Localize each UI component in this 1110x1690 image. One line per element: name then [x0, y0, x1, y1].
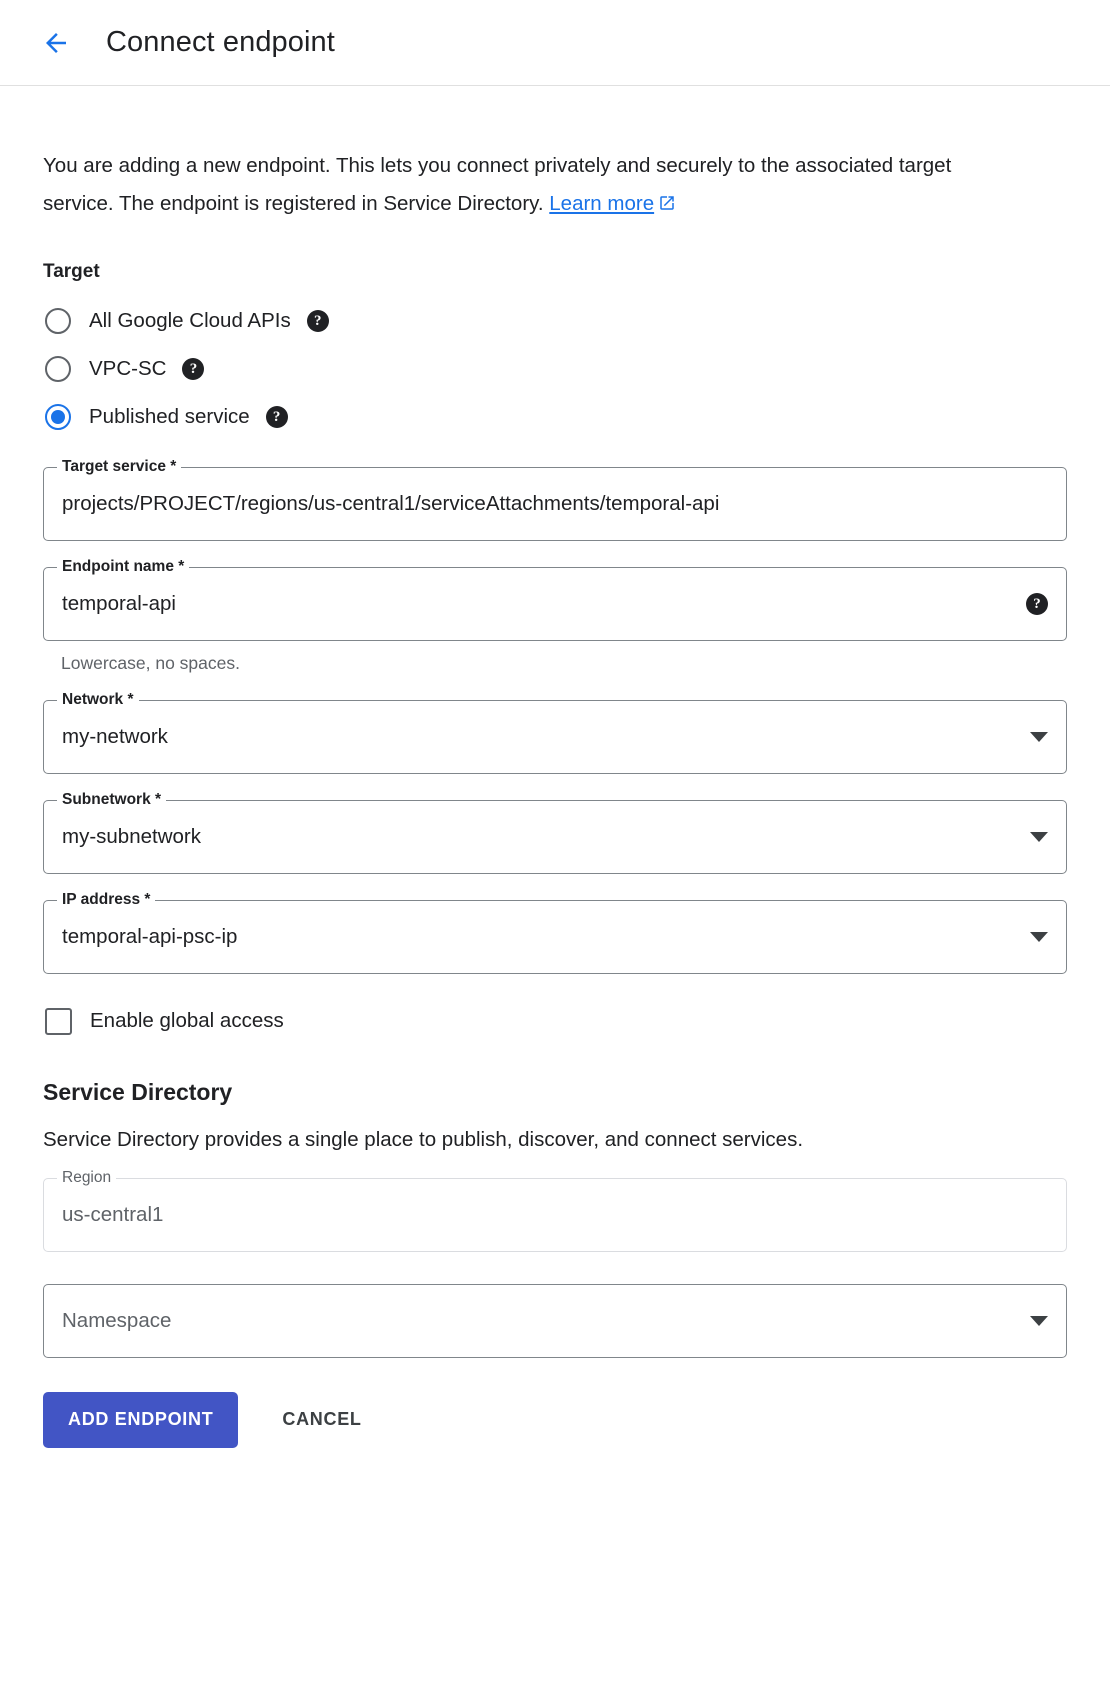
region-value: us-central1: [62, 1202, 164, 1226]
chevron-down-icon-ip-address[interactable]: [1030, 932, 1048, 942]
radio-label-published-service: Published service: [89, 404, 250, 428]
ip-address-value: temporal-api-psc-ip: [62, 924, 238, 948]
help-icon-endpoint-name[interactable]: ?: [1026, 593, 1048, 615]
endpoint-name-legend: Endpoint name *: [57, 558, 189, 576]
service-directory-title: Service Directory: [43, 1078, 233, 1105]
target-section-label: Target: [43, 260, 100, 282]
enable-global-access-row[interactable]: [43, 1008, 1067, 1035]
add-endpoint-button[interactable]: ADD ENDPOINT: [43, 1392, 238, 1448]
chevron-down-icon-network[interactable]: [1030, 732, 1048, 742]
radio-all-google-cloud-apis[interactable]: [45, 308, 71, 334]
radio-vpc-sc[interactable]: [45, 356, 71, 382]
cancel-button[interactable]: CANCEL: [260, 1392, 383, 1448]
dialog-actions: [43, 1392, 1067, 1488]
back-arrow-icon[interactable]: [36, 23, 76, 63]
radio-published-service[interactable]: [45, 404, 71, 430]
dialog-header: [0, 0, 1110, 86]
service-directory-description: Service Directory provides a single place to publish, discover, and connect services.: [43, 1127, 804, 1151]
subnetwork-legend: Subnetwork *: [57, 791, 166, 809]
network-value: my-network: [62, 724, 168, 748]
help-icon-published-service[interactable]: ?: [266, 406, 288, 428]
help-icon-all-google-cloud-apis[interactable]: ?: [307, 310, 329, 332]
chevron-down-icon-namespace[interactable]: [1030, 1316, 1048, 1326]
network-select[interactable]: [43, 690, 1067, 774]
subnetwork-select[interactable]: [43, 790, 1067, 874]
page-title: Connect endpoint: [106, 26, 335, 58]
enable-global-access-checkbox[interactable]: [45, 1008, 72, 1035]
subnetwork-value: my-subnetwork: [62, 824, 201, 848]
intro-text: [43, 147, 983, 225]
enable-global-access-label: Enable global access: [90, 1009, 284, 1033]
namespace-value: Namespace: [62, 1308, 172, 1332]
endpoint-name-field[interactable]: [43, 557, 1067, 641]
chevron-down-icon-subnetwork[interactable]: [1030, 832, 1048, 842]
external-link-icon: [658, 187, 676, 225]
target-service-legend: Target service *: [57, 458, 181, 476]
namespace-select[interactable]: [43, 1284, 1067, 1358]
help-icon-vpc-sc[interactable]: ?: [182, 358, 204, 380]
radio-label-all-google-cloud-apis: All Google Cloud APIs: [89, 308, 291, 332]
radio-option-published-service[interactable]: [43, 393, 1067, 441]
endpoint-name-input[interactable]: temporal-api: [62, 591, 176, 615]
region-field: [43, 1168, 1067, 1252]
target-service-input[interactable]: projects/PROJECT/regions/us-central1/serviceAttachments/temporal-api: [62, 491, 720, 515]
radio-option-vpc-sc[interactable]: [43, 345, 1067, 393]
network-legend: Network *: [57, 691, 139, 709]
region-legend: Region: [57, 1169, 116, 1187]
dialog-body: [0, 86, 1110, 1488]
target-service-field[interactable]: [43, 457, 1067, 541]
ip-address-legend: IP address *: [57, 891, 155, 909]
endpoint-name-hint: Lowercase, no spaces.: [61, 652, 240, 673]
intro-description: You are adding a new endpoint. This lets you connect privately and securely to the associated target service. The endpoint is registered in Service Directory.: [43, 153, 952, 215]
ip-address-select[interactable]: [43, 890, 1067, 974]
radio-label-vpc-sc: VPC-SC: [89, 356, 167, 380]
learn-more-link[interactable]: Learn more: [549, 191, 655, 215]
radio-option-all-google-cloud-apis[interactable]: [43, 297, 1067, 345]
